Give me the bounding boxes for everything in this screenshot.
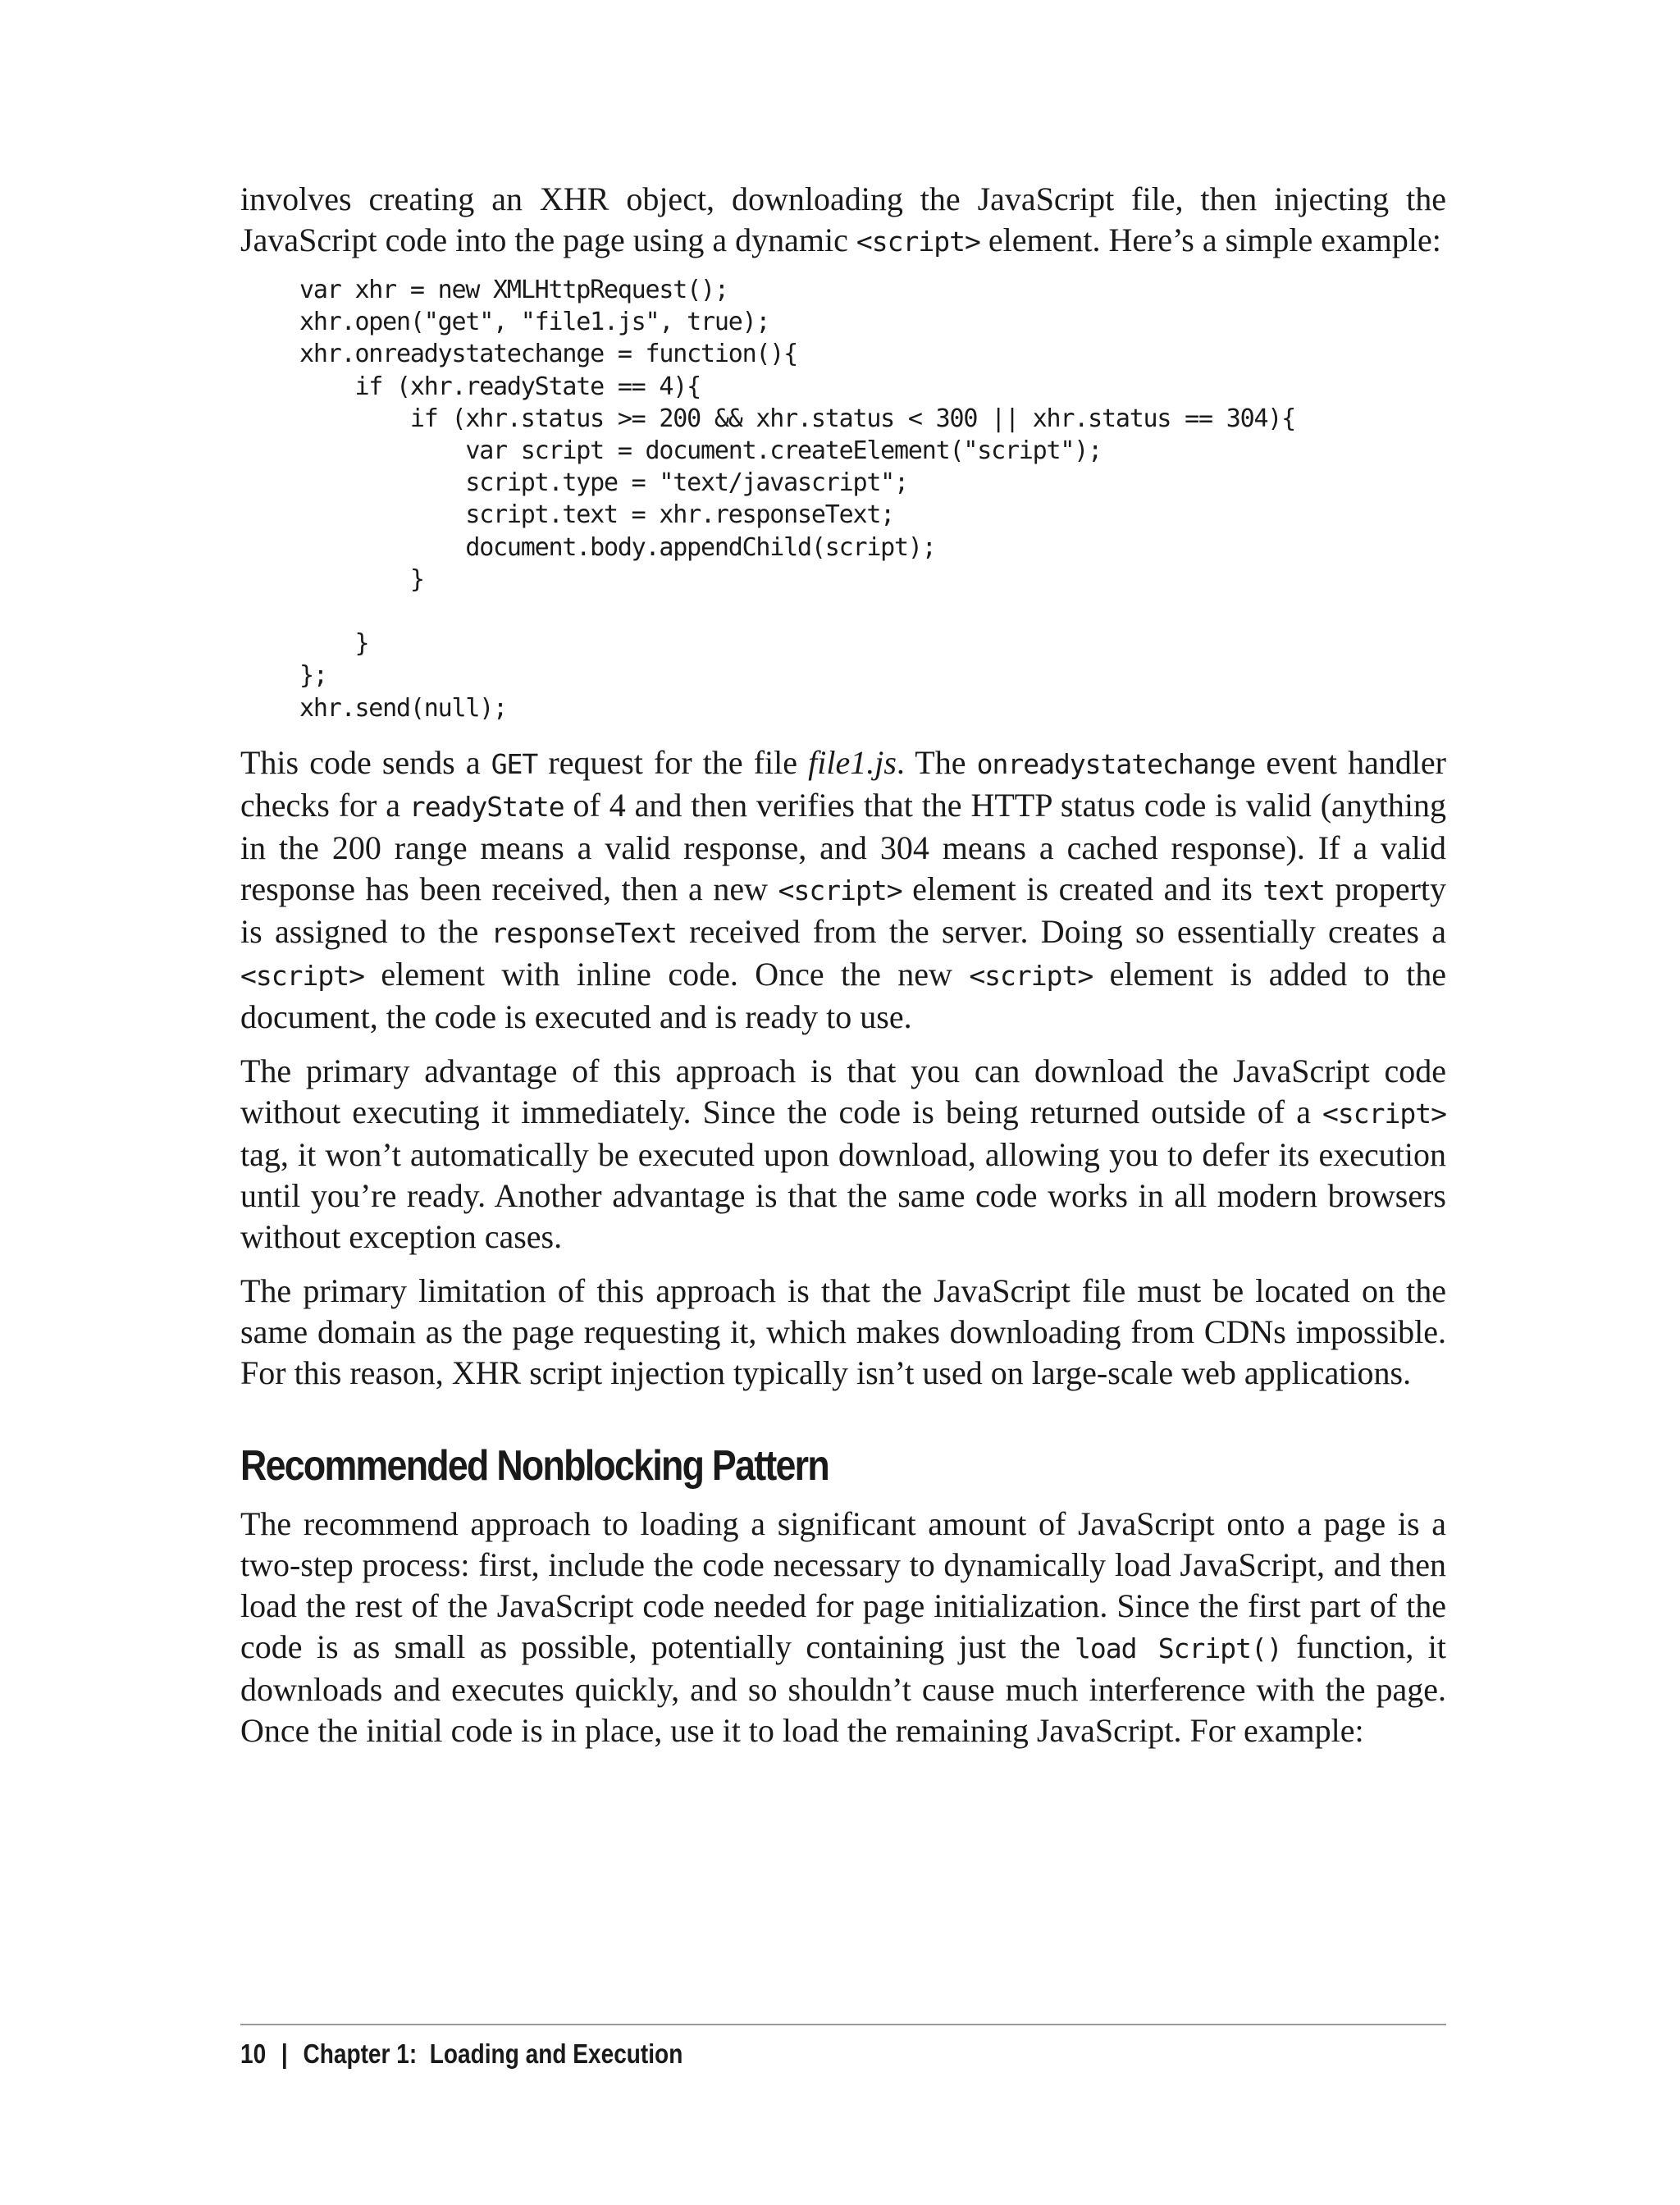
pattern-text: The recommend approach to loading a significant amount of JavaScript onto a page is a two-step process: first, include the code necessary to dynamically load JavaScript, and then load the rest of the JavaScript code needed for page initialization. Since the first part of the code is as small as possible, potentially containing just the (240, 1504, 1446, 1665)
explain-text: of 4 and then verifies that the HTTP status code is valid (anything in the 200 range means a valid response, and 304 means a cached response). If a valid response has been received, then a new (240, 786, 1446, 907)
inline-code-onreadystatechange: onreadystatechange (976, 747, 1256, 780)
advantage-text: tag, it won’t automatically be executed upon download, allowing you to defer its execution until you’re ready. Another advantage is that the same code works in all modern browsers without exception cases. (240, 1135, 1446, 1255)
explain-text: received from the server. Doing so essentially creates a (676, 912, 1446, 950)
intro-text-2: element. Here’s a simple example: (979, 221, 1441, 258)
inline-code-get: GET (491, 747, 538, 780)
advantage-text: The primary advantage of this approach is that you can download the JavaScript code without executing it immediately. Since the code is being returned outside of a (240, 1052, 1446, 1130)
explain-text: event handler checks for a (240, 743, 1447, 824)
section-heading: Recommended Nonblocking Pattern (240, 1441, 829, 1490)
footer-rule (240, 2024, 1446, 2025)
explain-text: request for the file (537, 743, 809, 781)
explanation-paragraph (240, 742, 1446, 1038)
inline-code-loadscript: load Script() (1075, 1632, 1282, 1664)
pattern-paragraph (240, 1504, 1446, 1751)
inline-code-script-tag: <script> (778, 874, 902, 906)
file-name: file1.js (808, 743, 897, 781)
intro-paragraph (240, 179, 1446, 262)
page-number: 10 (240, 2038, 267, 2069)
explain-text: element is added to the document, the code is executed and is ready to use. (240, 955, 1446, 1035)
page-content (240, 179, 1446, 1751)
pattern-text: function, it downloads and executes quickly, and so shouldn’t cause much interference with the page. Once the initial code is in place, use it to load the remaining JavaScript. For example: (240, 1628, 1446, 1749)
explain-text: property is assigned to the (240, 870, 1447, 950)
inline-code-script-tag: <script> (856, 226, 980, 258)
inline-code-readystate: readyState (409, 790, 564, 823)
page-footer (240, 2038, 682, 2070)
explain-text: element is created and its (902, 870, 1263, 907)
code-example-xhr: var xhr = new XMLHttpRequest(); xhr.open("get", "file1.js", true); xhr.onreadystatechange = function(){ if (xhr.readyState == 4){ if (xhr.status >= 200 && xhr.status < 300 || xhr.status == 304){ var script = document.createElement("script"); script.type = "text/javascript"; script.text = xhr.responseText; document.body.appendChild(script); } } }; xhr.send(null); (299, 276, 1296, 723)
chapter-title: Chapter 1: Loading and Execution (303, 2038, 683, 2069)
advantage-paragraph (240, 1051, 1446, 1258)
explain-text: . The (896, 743, 977, 781)
inline-code-script-tag: <script> (1322, 1097, 1446, 1130)
explain-text: element with inline code. Once the new (363, 955, 970, 993)
inline-code-responsetext: responseText (491, 916, 677, 949)
intro-text-1: involves creating an XHR object, downloading the JavaScript file, then injecting the JavaScript code into the page using a dynamic (240, 180, 1446, 258)
inline-code-text: text (1262, 874, 1325, 906)
footer-separator: | (281, 2038, 288, 2069)
limitation-paragraph: The primary limitation of this approach is that the JavaScript file must be located on the same domain as the page requesting it, which makes downloading from CDNs impossible. For this reason, XHR script injection typically isn’t used on large-scale web applications. (240, 1271, 1446, 1391)
inline-code-script-tag: <script> (240, 959, 364, 992)
explain-text: This code sends a (240, 743, 491, 781)
inline-code-script-tag: <script> (969, 959, 1093, 992)
